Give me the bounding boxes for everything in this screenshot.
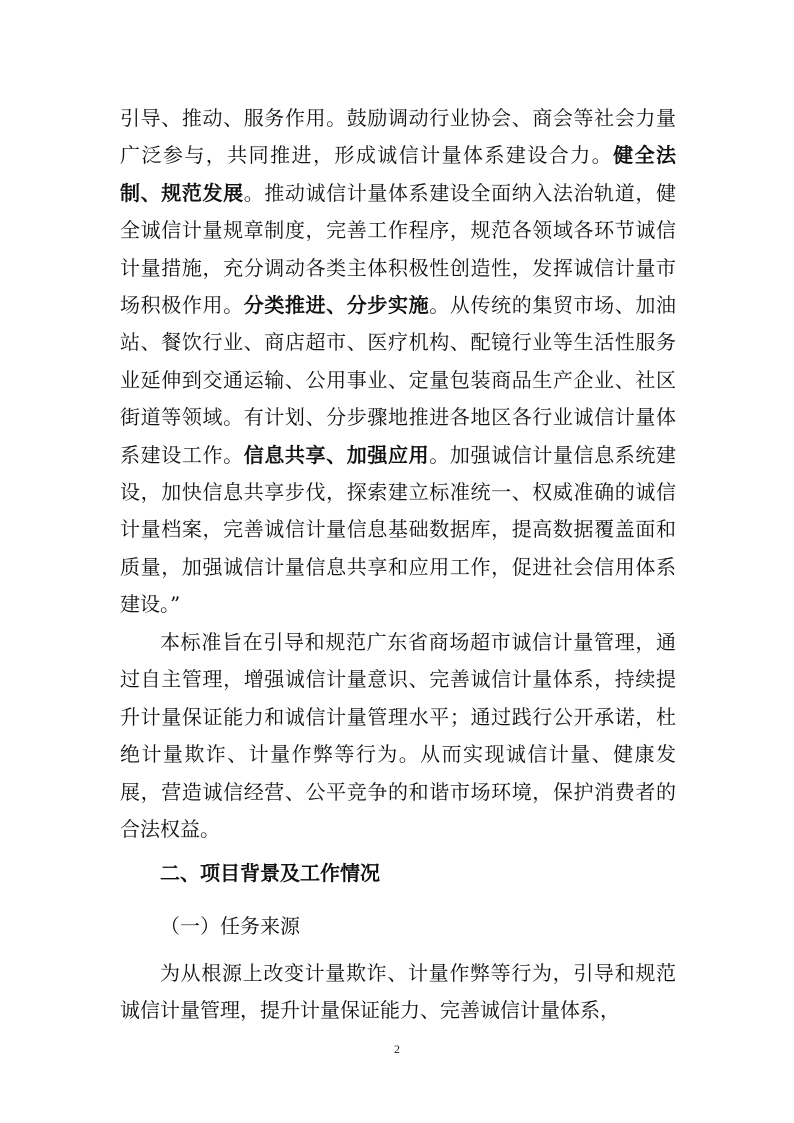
- bold-phrase: 分类推进、分步实施: [243, 293, 430, 318]
- bold-phrase: 健全法制、规范发展: [120, 143, 677, 205]
- section-heading: 二、项目背景及工作情况: [160, 861, 380, 885]
- page-number: 2: [394, 1042, 400, 1056]
- paragraph-text: 。加强诚信计量信息系统建设，加快信息共享步伐，探索建立标准统一、权威准确的诚信计量档案，完善诚信计量信息基础数据库，提高数据覆盖面和质量，加强诚信计量信息共享和应用工作，促进社会信用体系建设。”: [120, 442, 677, 617]
- body-paragraph-1: [120, 100, 676, 624]
- paragraph-text: 引导、推动、服务作用。鼓励调动行业协会、商会等社会力量广泛参与，共同推进，形成诚信计量体系建设合力。: [120, 106, 676, 168]
- paragraph-text: 。推动诚信计量体系建设全面纳入法治轨道，健全诚信计量规章制度，完善工作程序，规范各领域各环节诚信计量措施，充分调动各类主体积极性创造性，发挥诚信计量市场积极作用。: [120, 180, 677, 318]
- bold-phrase: 信息共享、加强应用: [243, 442, 430, 467]
- paragraph-text: 。从传统的集贸市场、加油站、餐饮行业、商店超市、医疗机构、配镜行业等生活性服务业延伸到交通运输、公用事业、定量包装商品生产企业、社区街道等领域。有计划、分步骤地推进各地区各行业诚信计量体系建设工作。: [120, 293, 677, 467]
- subsection-heading: （一）任务来源: [160, 914, 300, 938]
- body-paragraph-3: 为从根源上改变计量欺诈、计量作弊等行为，引导和规范诚信计量管理，提升计量保证能力、完善诚信计量体系，: [120, 961, 676, 1023]
- body-paragraph-2: 本标准旨在引导和规范广东省商场超市诚信计量管理，通过自主管理，增强诚信计量意识、完善诚信计量体系，持续提升计量保证能力和诚信计量管理水平；通过践行公开承诺，杜绝计量欺诈、计量作弊等行为。从而实现诚信计量、健康发展，营造诚信经营、公平竞争的和谐市场环境，保护消费者的合法权益。: [120, 630, 676, 842]
